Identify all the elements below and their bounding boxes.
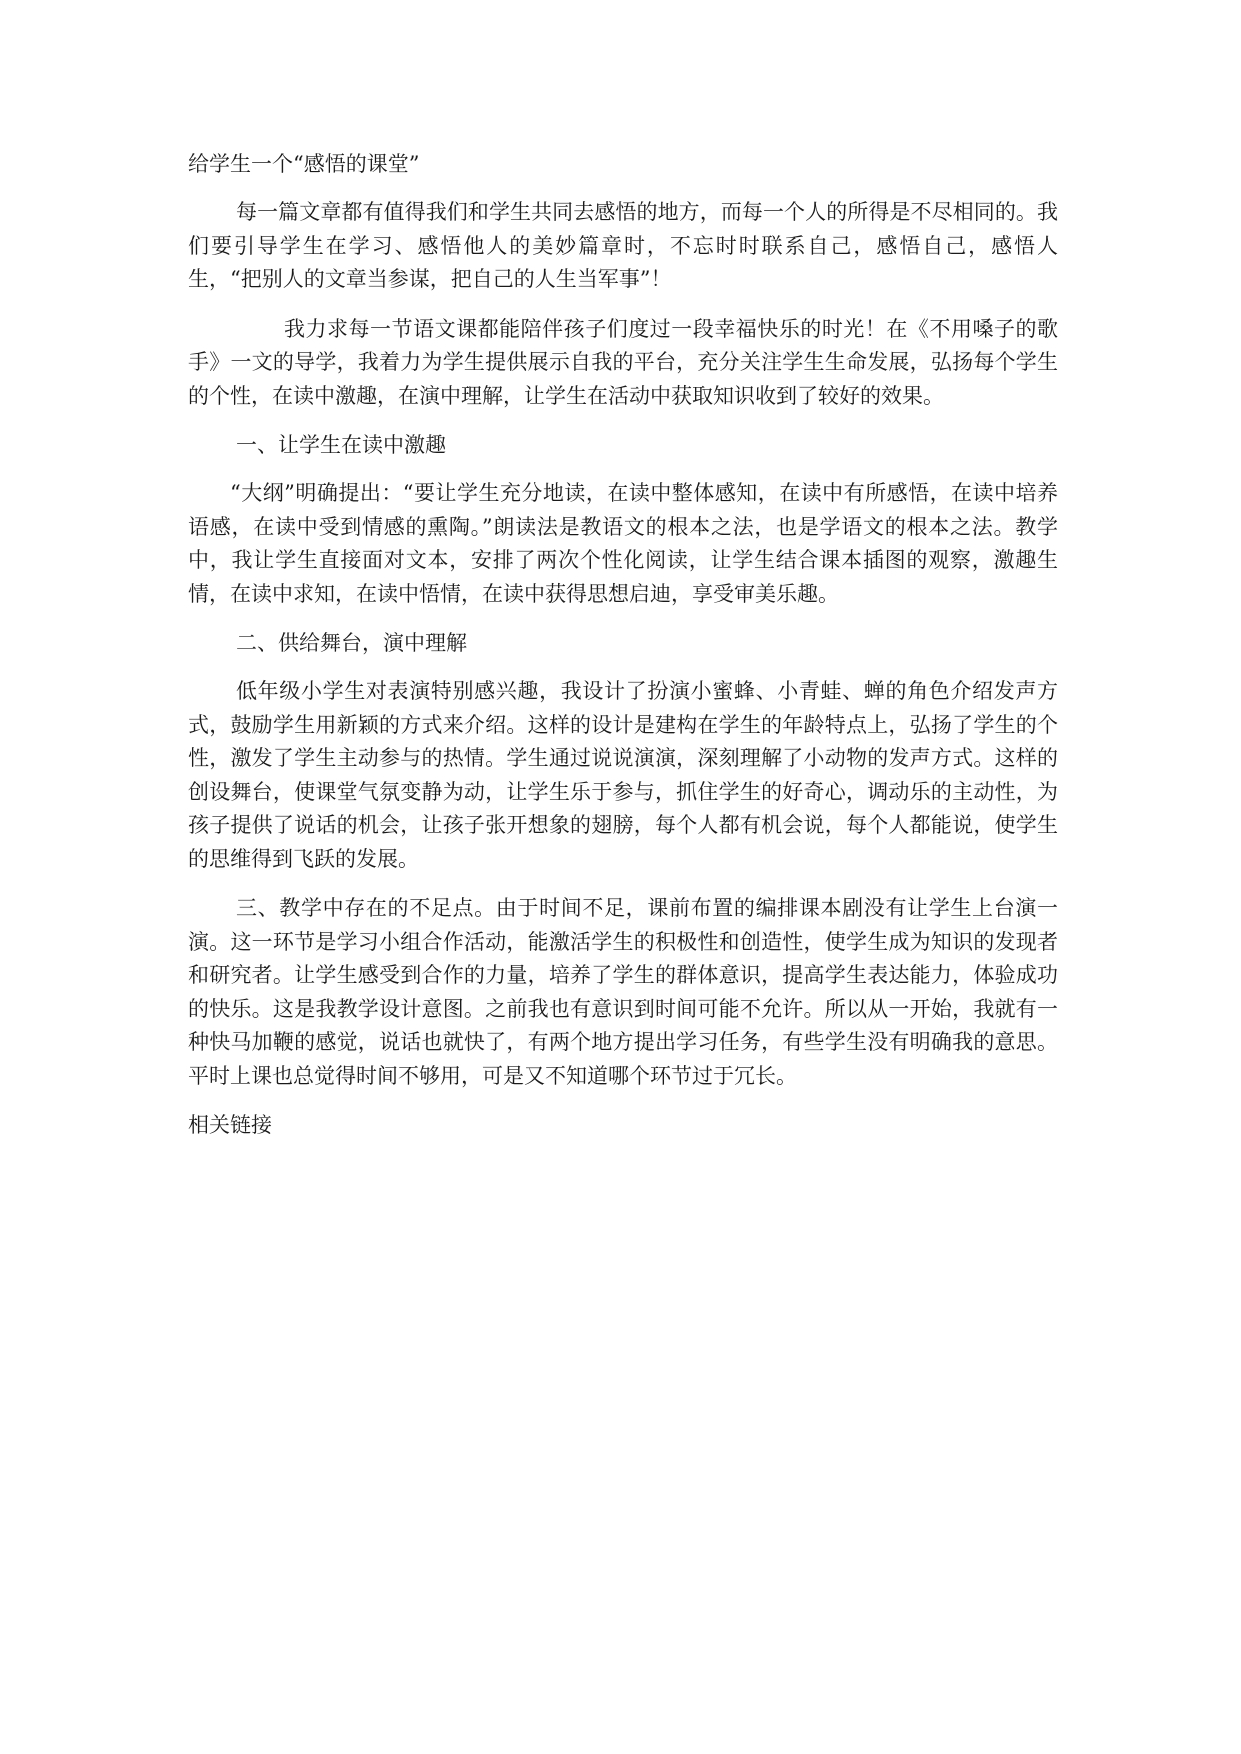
- related-link[interactable]: 相关链接: [188, 1113, 272, 1137]
- paragraph-stage: 低年级小学生对表演特别感兴趣，我设计了扮演小蜜蜂、小青蛙、蝉的角色介绍发声方式，鼓励学生用新颖的方式来介绍。这样的设计是建构在学生的年龄特点上，弘扬了学生的个性，激发了学生主动参与的热情。学生通过说说演演，深刻理解了小动物的发声方式。这样的创设舞台，使课堂气氛变静为动，让学生乐于参与，抓住学生的好奇心，调动乐的主动性，为孩子提供了说话的机会，让孩子张开想象的翅膀，每个人都有机会说，每个人都能说，使学生的思维得到飞跃的发展。: [188, 679, 1058, 871]
- document-page: [188, 148, 1058, 1141]
- paragraph-lesson: 我力求每一节语文课都能陪伴孩子们度过一段幸福快乐的时光！在《不用嗓子的歌手》一文的导学，我着力为学生提供展示自我的平台，充分关注学生生命发展，弘扬每个学生的个性，在读中激趣，在演中理解，让学生在活动中获取知识收到了较好的效果。: [188, 316, 1058, 408]
- section-heading-reading: 一、让学生在读中激趣: [236, 433, 446, 457]
- section-heading-stage: 二、供给舞台，演中理解: [236, 631, 467, 655]
- document-title: 给学生一个“感悟的课堂”: [188, 152, 420, 176]
- paragraph-reading: “大纲”明确提出：“要让学生充分地读，在读中整体感知，在读中有所感悟，在读中培养语感，在读中受到情感的熏陶。”朗读法是教语文的根本之法，也是学语文的根本之法。教学中，我让学生直接面对文本，安排了两次个性化阅读，让学生结合课本插图的观察，激趣生情，在读中求知，在读中悟情，在读中获得思想启迪，享受审美乐趣。: [188, 481, 1058, 606]
- paragraph-shortcomings: 三、教学中存在的不足点。由于时间不足，课前布置的编排课本剧没有让学生上台演一演。这一环节是学习小组合作活动，能激活学生的积极性和创造性，使学生成为知识的发现者和研究者。让学生感受到合作的力量，培养了学生的群体意识，提高学生表达能力，体验成功的快乐。这是我教学设计意图。之前我也有意识到时间可能不允许。所以从一开始，我就有一种快马加鞭的感觉，说话也就快了，有两个地方提出学习任务，有些学生没有明确我的意思。平时上课也总觉得时间不够用，可是又不知道哪个环节过于冗长。: [188, 896, 1058, 1088]
- paragraph-intro: 每一篇文章都有值得我们和学生共同去感悟的地方，而每一个人的所得是不尽相同的。我们要引导学生在学习、感悟他人的美妙篇章时，不忘时时联系自己，感悟自己，感悟人生，“把别人的文章当参谋，把自己的人生当军事”！: [188, 200, 1058, 291]
